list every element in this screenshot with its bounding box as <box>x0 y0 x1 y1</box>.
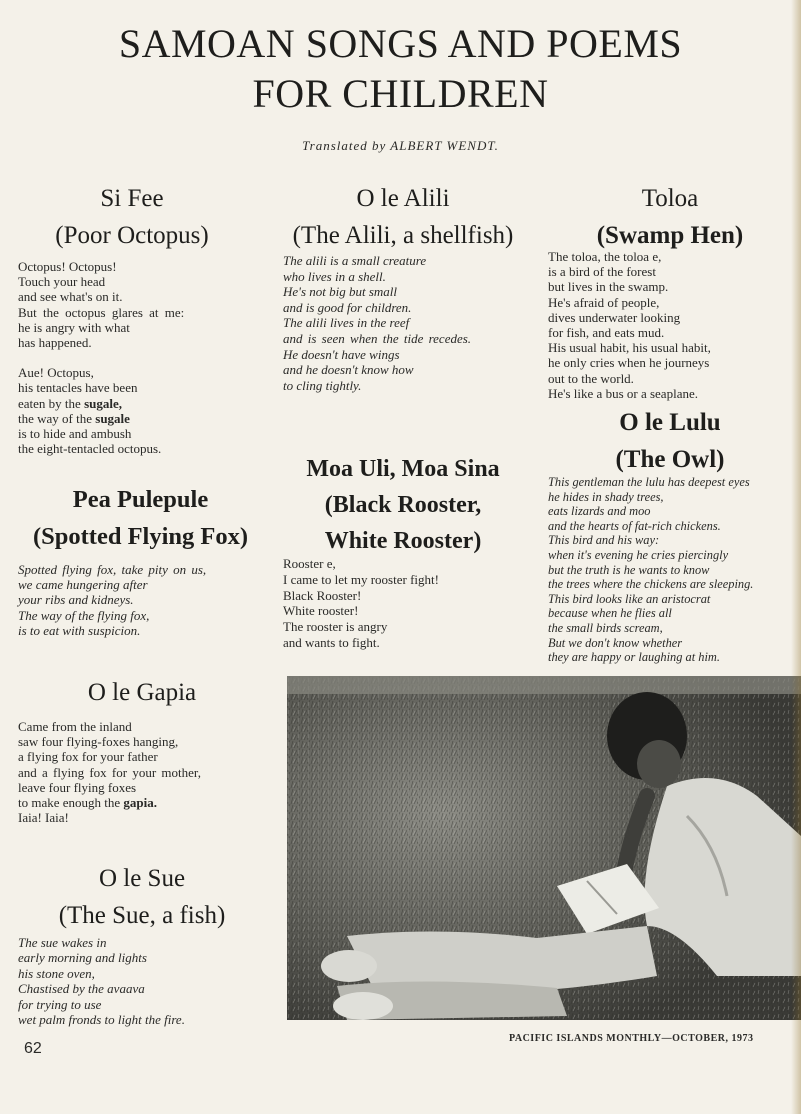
poem-line: and he doesn't know how <box>283 362 414 378</box>
poem-line: leave four flying foxes <box>18 779 137 795</box>
poem-line: The sue wakes in <box>18 935 107 950</box>
poem-line: his tentacles have been <box>18 380 138 396</box>
poem-title-o-le-alili <box>278 180 528 254</box>
poem-line: and the hearts of fat-rich chickens. <box>548 518 721 533</box>
poem-line: saw four flying-foxes hanging, <box>18 734 179 750</box>
publication-footer: PACIFIC ISLANDS MONTHLY—OCTOBER, 1973 <box>509 1033 754 1044</box>
page-number: 62 <box>24 1040 42 1057</box>
poem-line: Octopus! Octopus! <box>18 259 117 274</box>
poem-line: and is good for children. <box>283 299 412 315</box>
bold-word: sugale, <box>84 395 122 411</box>
poem-title-line: (The Alili, a shellfish) <box>292 222 514 249</box>
poem-title-line: (The Sue, a fish) <box>58 902 226 929</box>
stanza-break <box>18 350 268 365</box>
poem-title-line: O le Alili <box>356 185 450 212</box>
poem-title-line: (The Owl) <box>615 446 725 473</box>
poem-line: Touch your head <box>18 274 106 290</box>
bold-word: sugale <box>95 410 130 426</box>
poem-line <box>18 396 268 411</box>
poem-title-line: Toloa <box>641 185 699 212</box>
poem-line: His usual habit, his usual habit, <box>548 340 711 356</box>
poem-line: because when he flies all <box>548 606 672 621</box>
poem-body-moa-uli <box>283 556 533 651</box>
poem-line: The alili lives in the reef <box>283 315 410 331</box>
poem-line: but lives in the swamp. <box>548 279 669 295</box>
poem-line: This gentleman the lulu has deepest eyes <box>548 475 750 489</box>
poem-line: wet palm fronds to light the fire. <box>18 1012 185 1028</box>
poem-line: has happened. <box>18 335 92 351</box>
poem-line: But we don't know whether <box>548 635 683 650</box>
poem-line: is to hide and ambush <box>18 426 132 442</box>
poem-line: The rooster is angry <box>283 619 388 635</box>
poem-line: eats lizards and moo <box>548 504 651 519</box>
poem-line: but the truth is he wants to know <box>548 562 710 577</box>
poem-line: your ribs and kidneys. <box>18 592 134 608</box>
poem-body-pea-pulepule <box>18 562 273 638</box>
page-edge-shadow <box>791 0 801 1114</box>
main-title-line-1: SAMOAN SONGS AND POEMS <box>118 21 683 66</box>
poem-line: He's like a bus or a seaplane. <box>548 385 698 401</box>
poem-line <box>18 795 278 810</box>
poem-line: The way of the flying fox, <box>18 607 150 623</box>
poem-line: the trees where the chickens are sleeping. <box>548 577 754 592</box>
poem-line <box>18 411 268 426</box>
poem-line: dives underwater looking <box>548 309 681 325</box>
poem-title-pea-pulepule <box>8 481 273 555</box>
poem-line-text: to make enough the <box>18 795 124 811</box>
poem-line: I came to let my rooster fight! <box>283 571 439 587</box>
poem-line: out to the world. <box>548 370 634 386</box>
poem-title-line: (Swamp Hen) <box>596 222 744 249</box>
poem-title-o-le-gapia <box>22 674 262 711</box>
poem-title-line: Pea Pulepule <box>72 486 209 513</box>
main-title-line-2: FOR CHILDREN <box>252 71 549 116</box>
poem-title-line: Si Fee <box>100 185 164 212</box>
poem-line: and wants to fight. <box>283 634 380 650</box>
poem-line: he is angry with what <box>18 319 130 335</box>
poem-body-o-le-lulu <box>548 475 801 665</box>
poem-line: early morning and lights <box>18 950 147 966</box>
poem-line: But the octopus glares at me: <box>18 304 185 320</box>
poem-title-si-fee <box>22 180 242 254</box>
poem-line: He doesn't have wings <box>283 346 400 362</box>
poem-body-o-le-gapia <box>18 719 278 825</box>
poem-line: to cling tightly. <box>283 377 362 393</box>
poem-title-o-le-sue <box>22 860 262 934</box>
poem-line: He's not big but small <box>283 284 398 300</box>
poem-body-o-le-sue <box>18 935 278 1027</box>
poem-title-line: Moa Uli, Moa Sina <box>306 456 500 482</box>
poem-body-si-fee <box>18 259 268 456</box>
poem-line: and is seen when the tide recedes. <box>283 330 472 346</box>
poem-title-line: O le Gapia <box>87 679 197 706</box>
photo-illustration <box>287 676 801 1020</box>
poem-line: and a flying fox for your mother, <box>18 764 201 780</box>
poem-title-line: (Spotted Flying Fox) <box>32 523 249 550</box>
bold-word: gapia. <box>123 795 158 811</box>
poem-title-line: O le Lulu <box>619 409 721 436</box>
poem-title-line: White Rooster) <box>324 528 482 554</box>
poem-line: we came hungering after <box>18 577 148 593</box>
poem-line: Rooster e, <box>283 556 336 571</box>
poem-title-moa-uli <box>278 451 528 559</box>
poem-line: is a bird of the forest <box>548 264 656 280</box>
poem-line: Aue! Octopus, <box>18 365 94 381</box>
poem-title-line: (Poor Octopus) <box>55 222 209 249</box>
poem-line: he hides in shady trees, <box>548 489 664 504</box>
poem-line: Iaia! Iaia! <box>18 810 69 826</box>
poem-line: he only cries when he journeys <box>548 355 710 371</box>
poem-line: when it's evening he cries piercingly <box>548 547 729 562</box>
poem-line: the eight-tentacled octopus. <box>18 441 162 457</box>
poem-line: The toloa, the toloa e, <box>548 249 662 264</box>
poem-line: He's afraid of people, <box>548 294 660 310</box>
poem-line: is to eat with suspicion. <box>18 622 141 638</box>
translator-byline: Translated by ALBERT WENDT. <box>302 138 499 153</box>
poem-title-line: (Black Rooster, <box>324 492 482 518</box>
poem-line: The alili is a small creature <box>283 253 427 268</box>
poem-line: who lives in a shell. <box>283 268 386 284</box>
poem-title-line: O le Sue <box>98 865 186 892</box>
poem-title-o-le-lulu <box>545 404 795 478</box>
photo-boy-reading <box>287 676 801 1020</box>
poem-title-toloa <box>545 180 795 254</box>
poem-line: they are happy or laughing at him. <box>548 650 720 665</box>
poem-line: Came from the inland <box>18 719 132 734</box>
poem-line: for trying to use <box>18 996 102 1012</box>
poem-line: Black Rooster! <box>283 587 362 603</box>
poem-body-o-le-alili <box>283 253 533 393</box>
poem-line-text: the way of the <box>18 410 96 426</box>
poem-line: and see what's on it. <box>18 289 123 305</box>
poem-line: This bird looks like an aristocrat <box>548 591 711 606</box>
poem-line: This bird and his way: <box>548 533 660 548</box>
poem-body-toloa <box>548 249 793 401</box>
poem-line: for fish, and eats mud. <box>548 325 665 341</box>
poem-line: White rooster! <box>283 603 359 619</box>
poem-line-text: eaten by the <box>18 395 85 411</box>
poem-line: Spotted flying fox, take pity on us, <box>18 562 207 577</box>
poem-line: his stone oven, <box>18 965 95 981</box>
poem-line: the small birds scream, <box>548 620 663 635</box>
poem-line: Chastised by the avaava <box>18 981 145 997</box>
poem-line: a flying fox for your father <box>18 749 158 765</box>
